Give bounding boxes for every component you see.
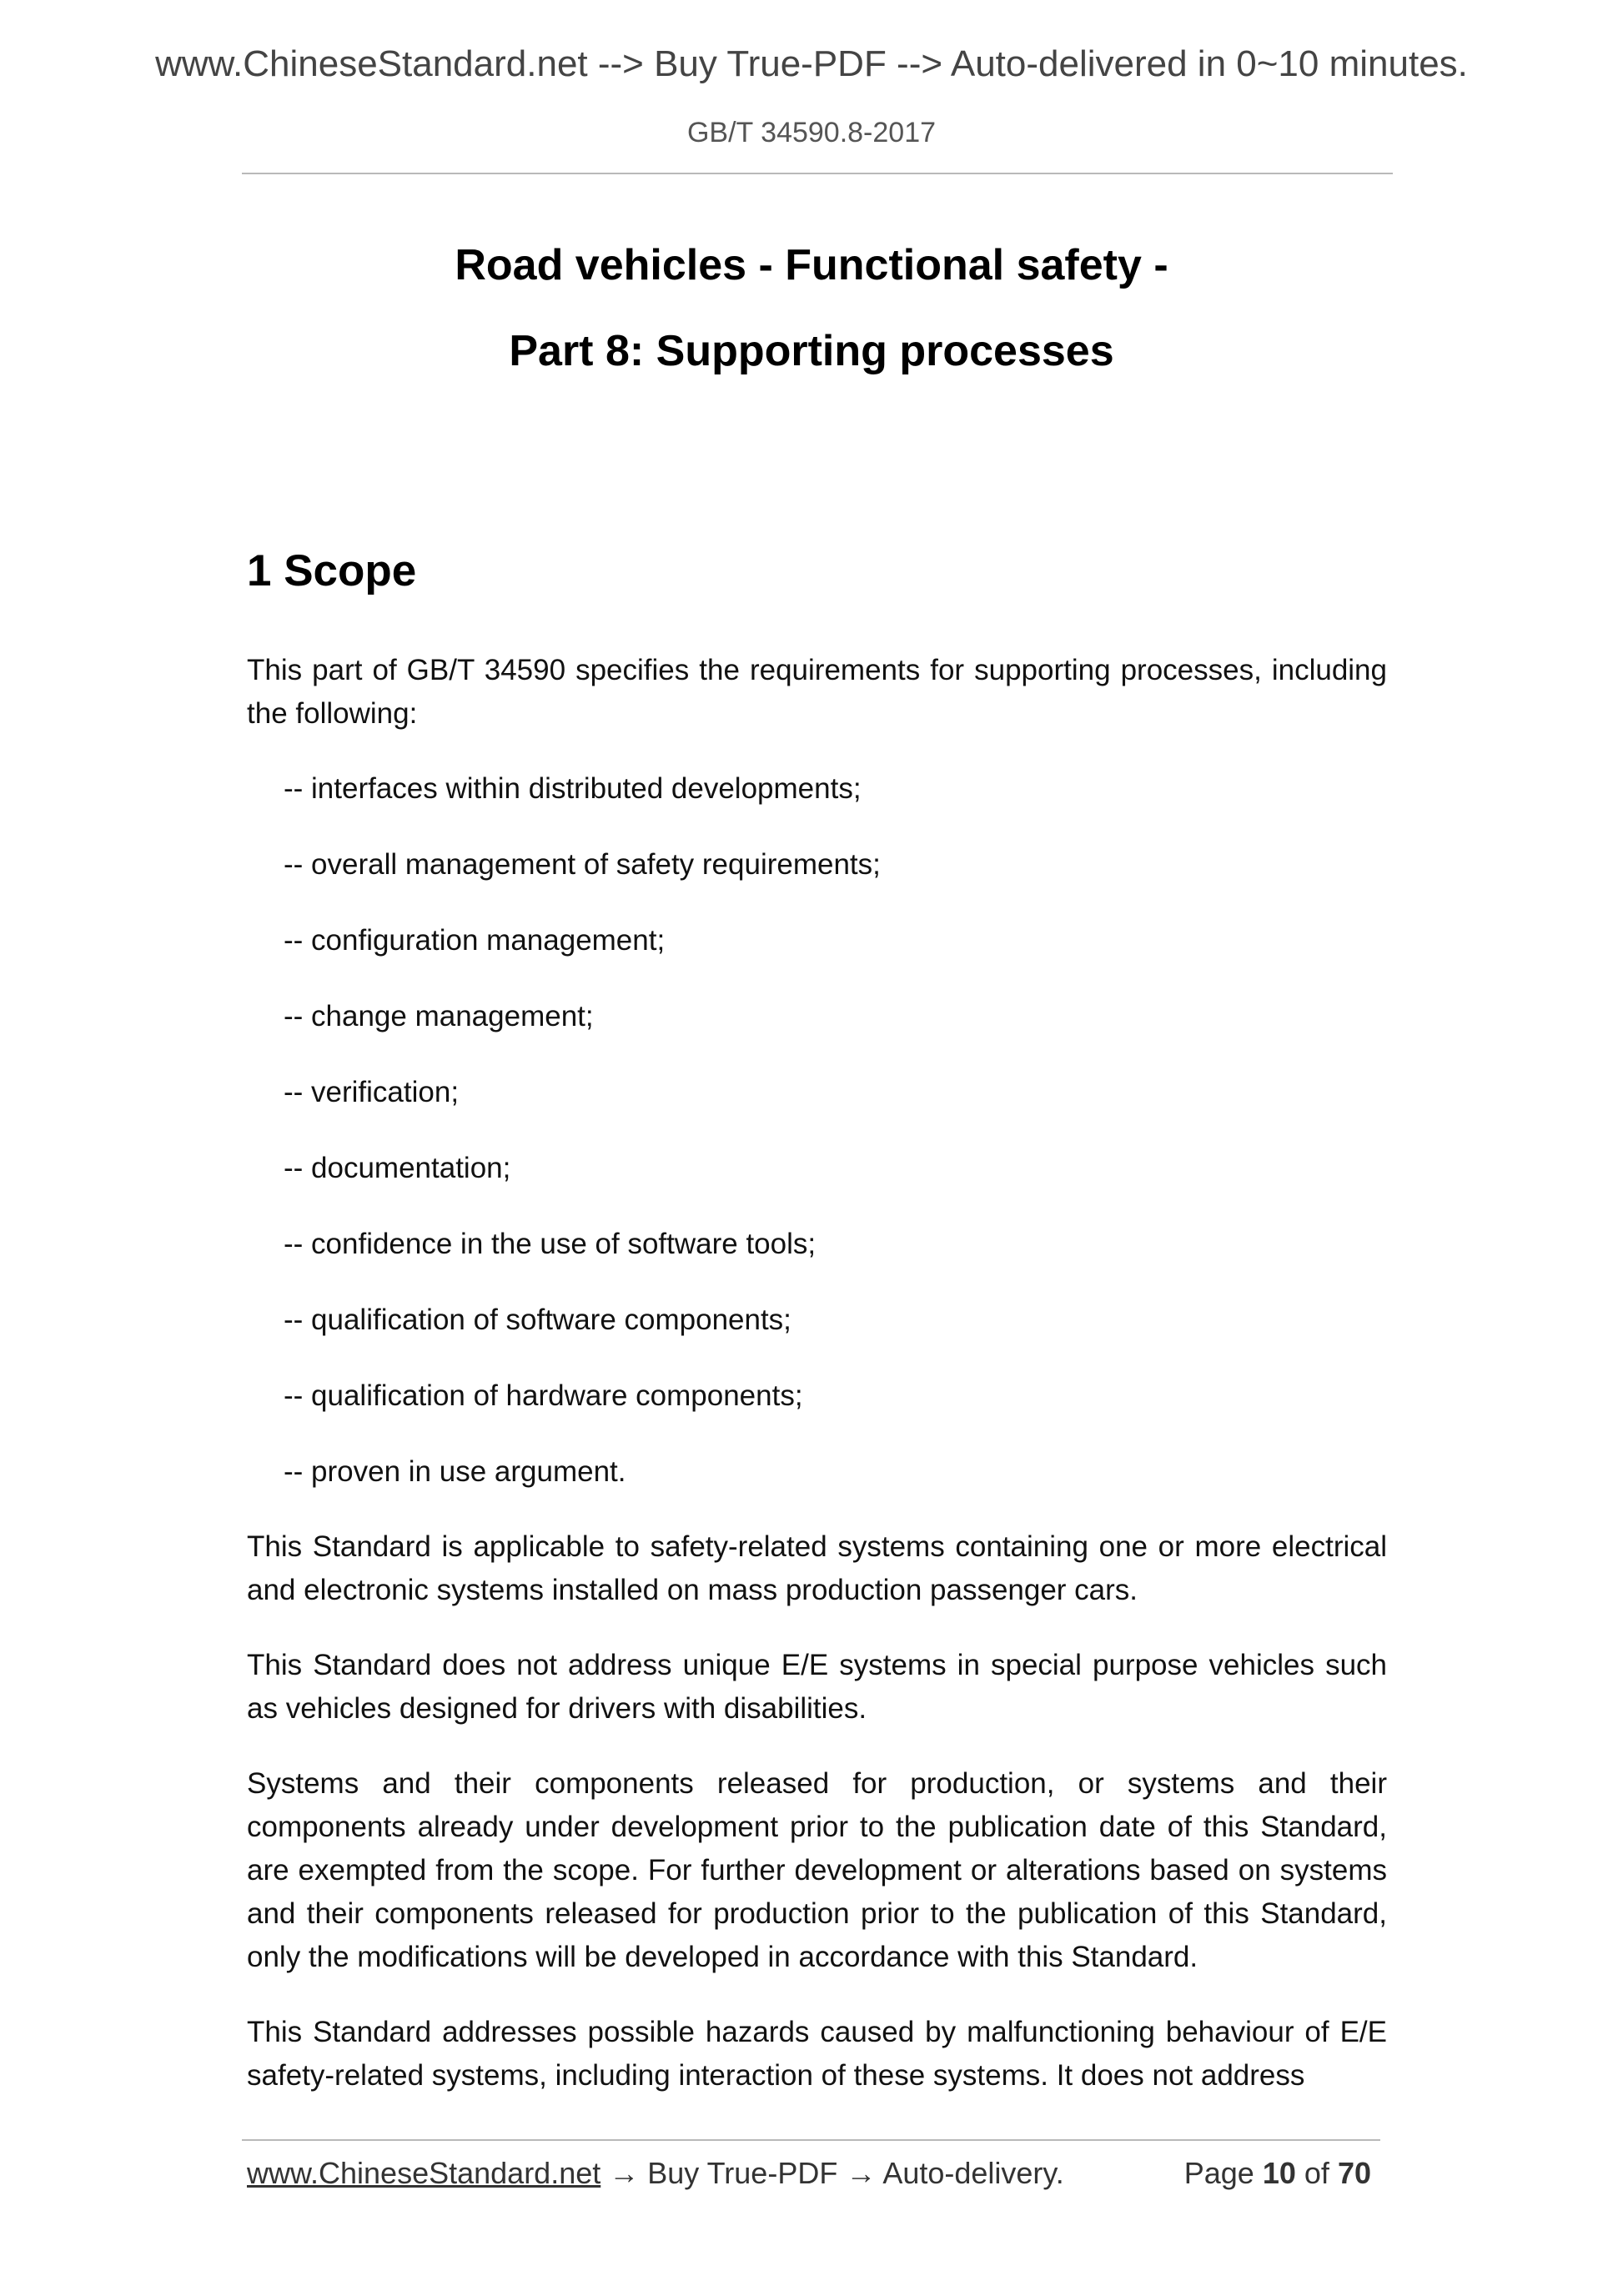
paragraph-hazards: This Standard addresses possible hazards caused by malfunctioning behaviour of E/E safety-related systems, including interaction of these systems. It does not address [247,2016,1387,2092]
page-indicator [1184,2156,1371,2191]
total-pages: 70 [1337,2156,1371,2190]
list-item: -- proven in use argument. [284,1455,626,1488]
list-item: -- interfaces within distributed developments; [284,772,862,805]
list-item: -- confidence in the use of software tools; [284,1228,817,1260]
scope-body [247,649,1387,2129]
list-item: -- configuration management; [284,924,666,957]
page-number: 10 [1262,2156,1296,2190]
footer-website-link[interactable]: www.ChineseStandard.net [247,2156,601,2190]
list-item: -- documentation; [284,1152,511,1184]
list-item: -- qualification of hardware components; [284,1379,803,1412]
page-label: Page [1183,2156,1254,2190]
scope-item-list [247,767,1387,1494]
page-footer [247,2156,1381,2198]
top-banner: www.ChineseStandard.net --> Buy True-PDF --> Auto-delivered in 0~10 minutes. [155,43,1468,84]
of-label: of [1304,2156,1329,2190]
list-item: -- overall management of safety requirements; [284,848,881,881]
paragraph-applicability: This Standard is applicable to safety-related systems containing one or more electrical and electronic systems installed on mass production passenger cars. [247,1530,1387,1606]
document-title-line-1: Road vehicles - Functional safety - [455,241,1168,289]
section-heading-scope: 1 Scope [247,546,417,595]
list-item: -- verification; [284,1076,460,1108]
list-item: -- change management; [284,1000,594,1032]
paragraph-exemption: Systems and their components released for production, or systems and their components already under development prior to the publication date of this Standard, are exempted from the scope. For further development or alterations based on systems and their components released for production prior to the publication of this Standard, only the modifications will be developed in accordance with this Standard. [247,1767,1387,1973]
document-title-line-2: Part 8: Supporting processes [509,327,1114,375]
header-divider [242,173,1393,174]
scope-intro-paragraph: This part of GB/T 34590 specifies the requirements for supporting processes, including the following: [247,654,1387,730]
list-item: -- qualification of software components; [284,1304,791,1336]
standard-code: GB/T 34590.8-2017 [686,117,937,148]
paragraph-exclusion: This Standard does not address unique E/E systems in special purpose vehicles such as vehicles designed for drivers with disabilities. [247,1649,1387,1725]
footer-promo [247,2156,1064,2191]
footer-tagline: → Buy True-PDF → Auto-delivery. [600,2156,1064,2190]
footer-divider [242,2139,1380,2141]
